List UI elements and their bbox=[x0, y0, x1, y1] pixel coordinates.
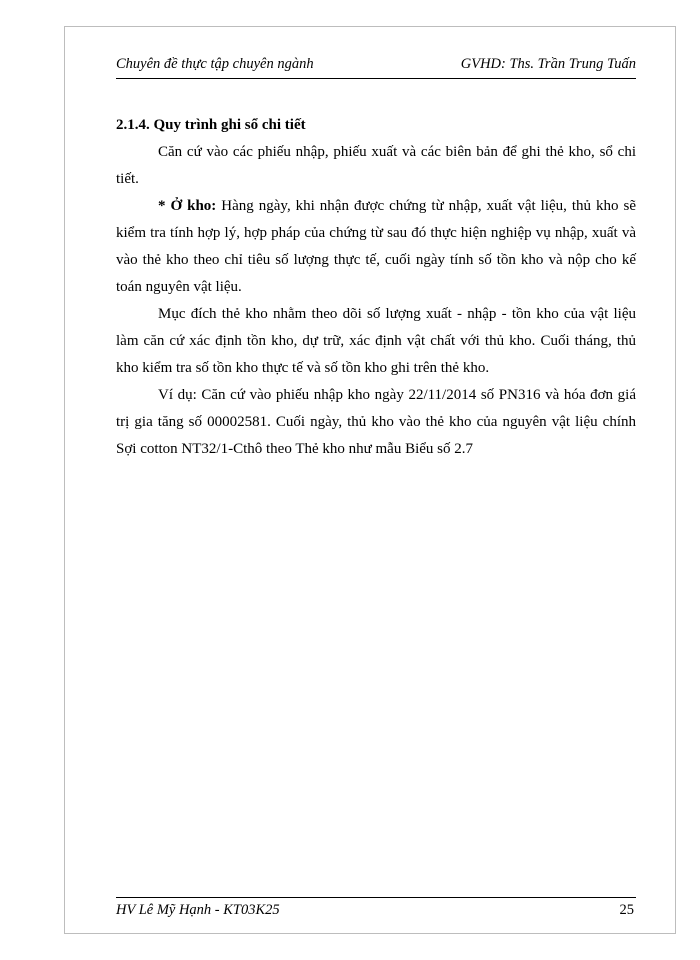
paragraph-2-label: * Ở kho: bbox=[158, 198, 217, 214]
header-advisor: GVHD: Ths. Trần Trung Tuấn bbox=[460, 56, 636, 72]
paragraph-2 bbox=[116, 193, 636, 301]
paragraph-2-text: Hàng ngày, khi nhận được chứng từ nhập, xuất vật liệu, thủ kho sẽ kiểm tra tính hợp lý, hợp pháp của chứng từ sau đó thực hiện nghiệp vụ nhập, xuất và vào thẻ kho theo chỉ tiêu số lượng thực tế, cuối ngày tính số tồn kho và nộp cho kế toán nguyên vật liệu. bbox=[116, 198, 636, 295]
footer-author: HV Lê Mỹ Hạnh - KT03K25 bbox=[116, 902, 280, 918]
page-header bbox=[116, 56, 636, 79]
main-content bbox=[116, 112, 636, 463]
paragraph-1 bbox=[116, 139, 636, 193]
page-number: 25 bbox=[619, 902, 634, 918]
paragraph-3-text: Mục đích thẻ kho nhằm theo dõi số lượng xuất - nhập - tồn kho của vật liệu làm căn cứ xác định tồn kho, dự trữ, xác định vật chất với thủ kho. Cuối tháng, thủ kho kiểm tra số tồn kho thực tế và số tồn kho ghi trên thẻ kho. bbox=[116, 306, 636, 376]
header-title: Chuyên đề thực tập chuyên ngành bbox=[116, 56, 314, 72]
paragraph-3 bbox=[116, 301, 636, 382]
paragraph-4 bbox=[116, 382, 636, 463]
paragraph-1-text: Căn cứ vào các phiếu nhập, phiếu xuất và các biên bản để ghi thẻ kho, sổ chi tiết. bbox=[116, 144, 636, 187]
section-heading: 2.1.4. Quy trình ghi sổ chi tiết bbox=[116, 117, 306, 133]
paragraph-4-text: Ví dụ: Căn cứ vào phiếu nhập kho ngày 22/11/2014 số PN316 và hóa đơn giá trị gia tăng số 00002581. Cuối ngày, thủ kho vào thẻ kho của nguyên vật liệu chính Sợi cotton NT32/1-Cthô theo Thẻ kho như mẫu Biểu số 2.7 bbox=[116, 387, 636, 457]
page-footer bbox=[116, 897, 636, 922]
